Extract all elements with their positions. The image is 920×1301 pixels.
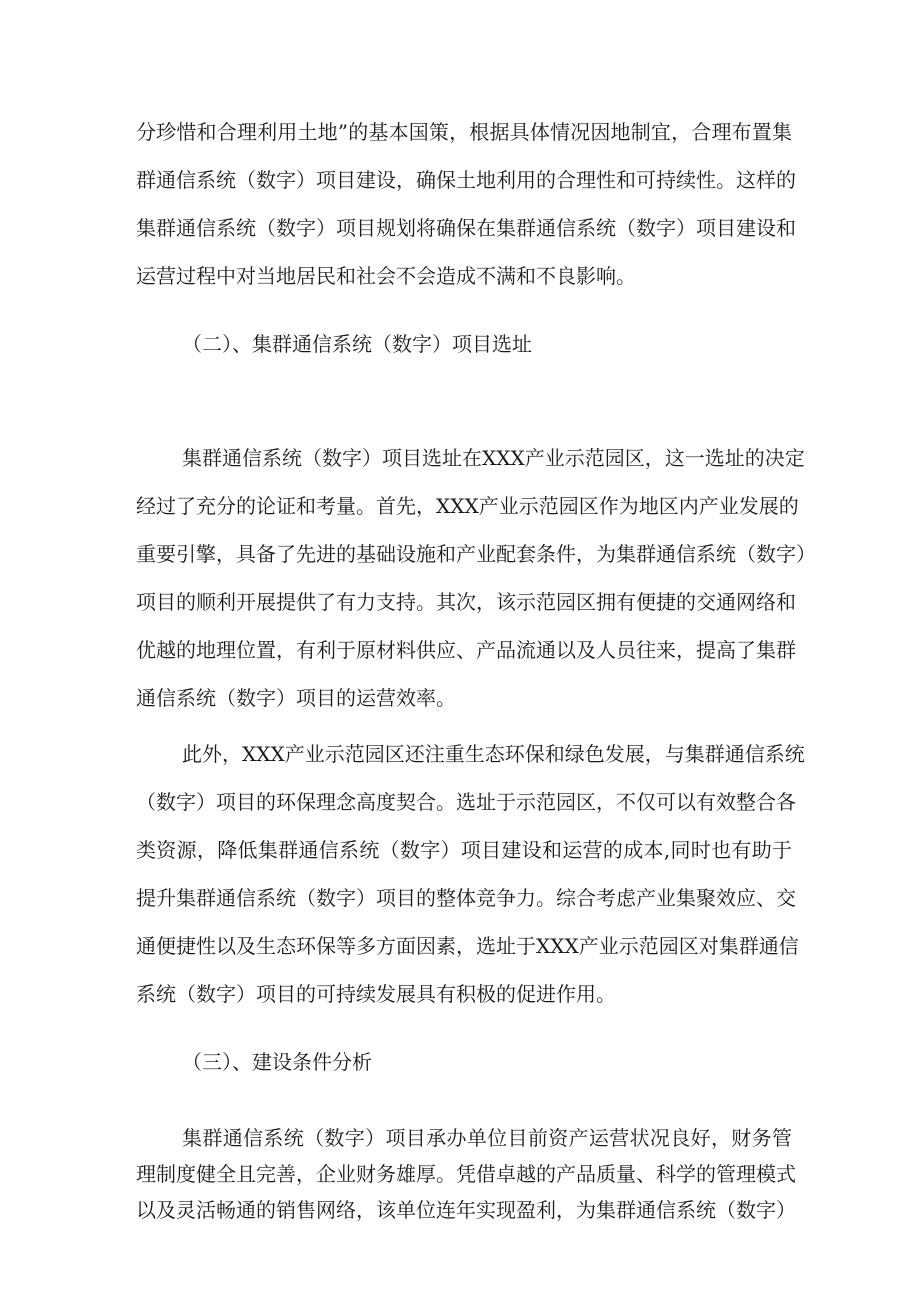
- text-line: （数字）项目的环保理念高度契合。选址于示范园区，不仅可以有效整合各: [136, 790, 796, 814]
- text-line: 重要引擎，具备了先进的基础设施和产业配套条件，为集群通信系统（数字）: [136, 542, 816, 566]
- text-line: 以及灵活畅通的销售网络，该单位连年实现盈利，为集群通信系统（数字）: [136, 1198, 796, 1222]
- text-line: 群通信系统（数字）项目建设，确保土地利用的合理性和可持续性。这样的: [136, 168, 796, 192]
- text-line: 优越的地理位置，有利于原材料供应、产品流通以及人员往来，提高了集群: [136, 638, 796, 662]
- text-line: 通信系统（数字）项目的运营效率。: [136, 686, 456, 710]
- text-line: 类资源，降低集群通信系统（数字）项目建设和运营的成本,同时也有助于: [136, 838, 792, 862]
- text-line: 集群通信系统（数字）项目承办单位目前资产运营状况良好，财务管: [182, 1126, 792, 1150]
- text-line: 项目的顺利开展提供了有力支持。其次，该示范园区拥有便捷的交通网络和: [136, 590, 796, 614]
- text-line: 理制度健全且完善，企业财务雄厚。凭借卓越的产品质量、科学的管理模式: [136, 1162, 796, 1186]
- text-line: 通便捷性以及生态环保等多方面因素，选址于XXX产业示范园区对集群通信: [136, 934, 799, 958]
- text-line: 经过了充分的论证和考量。首先，XXX产业示范园区作为地区内产业发展的: [136, 494, 799, 518]
- text-line: 运营过程中对当地居民和社会不会造成不满和不良影响。: [136, 264, 636, 288]
- section-heading-site-selection: （二）、集群通信系统（数字）项目选址: [182, 332, 532, 356]
- text-line: 提升集群通信系统（数字）项目的整体竞争力。综合考虑产业集聚效应、交: [136, 886, 796, 910]
- section-heading-construction-conditions: （三）、建设条件分析: [182, 1050, 372, 1074]
- text-line: 分珍惜和合理利用土地”的基本国策，根据具体情况因地制宜，合理布置集: [136, 120, 792, 144]
- text-line: 系统（数字）项目的可持续发展具有积极的促进作用。: [136, 982, 616, 1006]
- text-line: 集群通信系统（数字）项目规划将确保在集群通信系统（数字）项目建设和: [136, 216, 796, 240]
- text-line: 此外，XXX产业示范园区还注重生态环保和绿色发展，与集群通信系统: [182, 742, 805, 766]
- text-line: 集群通信系统（数字）项目选址在XXX产业示范园区，这一选址的决定: [182, 446, 805, 470]
